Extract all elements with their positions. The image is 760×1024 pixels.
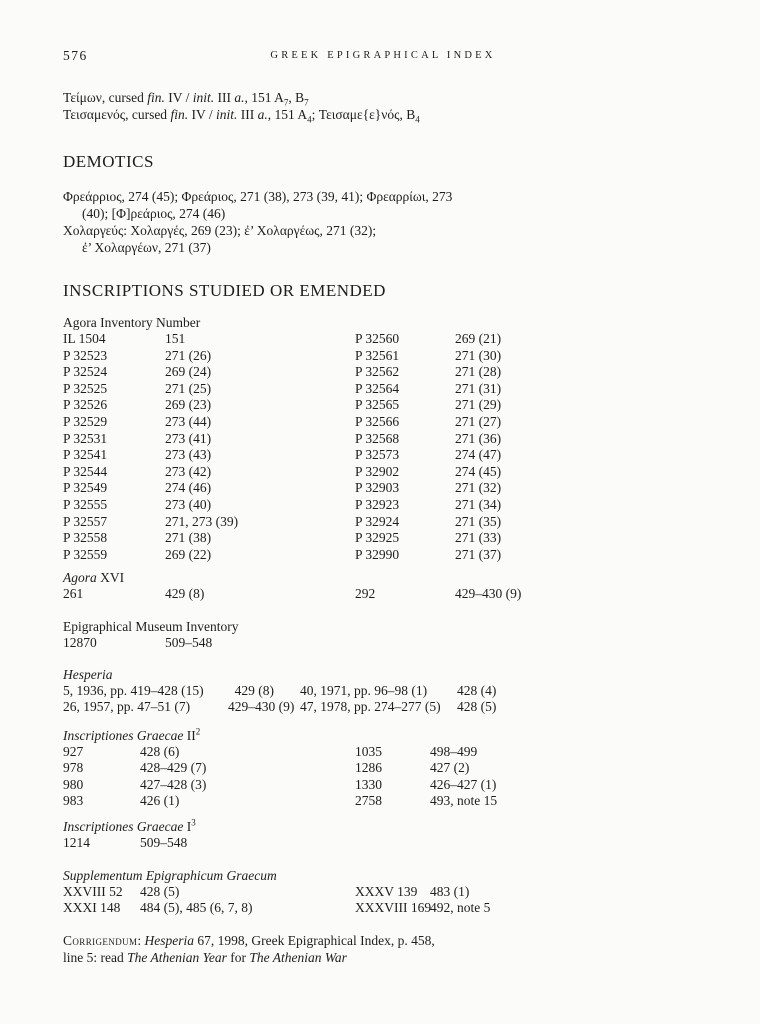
table-cell-r_ref: 498–499	[430, 743, 478, 759]
text-segment: III	[237, 107, 258, 122]
section-heading-demotics: DEMOTICS	[63, 152, 154, 171]
table-cell-l_id: P 32558	[63, 530, 108, 546]
table-cell-r_ref: 271 (29)	[455, 397, 502, 413]
subsection-title	[63, 666, 703, 683]
text-segment: Hesperia	[63, 666, 113, 682]
subsection-em-inventory	[63, 618, 703, 652]
table-cell-l_ref: 428–429 (7)	[140, 760, 207, 776]
table-cell-r_ref: 427 (2)	[430, 760, 470, 776]
table-cell-c2: 40, 1971, pp. 96–98 (1)	[300, 682, 428, 698]
text-segment: 7	[304, 97, 309, 108]
table-cell-r_id: P 32560	[355, 331, 400, 346]
text-segment: Τεισαμενός, cursed	[63, 107, 171, 122]
table-cell-r_id: XXXVIII 169	[355, 900, 432, 916]
text-segment: 2	[195, 726, 201, 737]
subsection-hesperia	[63, 666, 703, 716]
text-segment: :	[137, 932, 145, 948]
table-cell-r_ref: 271 (32)	[455, 480, 502, 496]
table-cell-l_ref: 428 (5)	[140, 883, 180, 899]
table-cell-r_id: P 32902	[355, 463, 400, 479]
em-inventory-table	[63, 635, 703, 652]
text-segment: 4	[415, 114, 420, 125]
hesperia-table	[63, 683, 703, 716]
subsection-title	[63, 727, 703, 744]
table-cell-l_id: P 32544	[63, 463, 108, 479]
table-cell-l_ref: 484 (5), 485 (6, 7, 8)	[140, 900, 253, 916]
lexicon-entry	[63, 89, 703, 106]
subsection-ig-i3	[63, 818, 703, 852]
subsection-title: Epigraphical Museum Inventory	[63, 618, 239, 634]
table-cell-r_id: P 32924	[355, 513, 400, 529]
page-number: 576	[63, 48, 88, 63]
table-cell-r_id: P 32568	[355, 430, 400, 446]
table-cell-l_id: 978	[63, 760, 84, 776]
table-cell-r_ref: 429–430 (9)	[455, 586, 522, 602]
table-cell-l_ref: 273 (42)	[165, 463, 212, 479]
text-segment: The Athenian War	[249, 949, 347, 965]
text-segment: I	[183, 819, 192, 835]
subsection-title: Agora Inventory Number	[63, 315, 201, 330]
table-cell-l_ref: 269 (23)	[165, 397, 212, 413]
table-cell-r_ref: 271 (31)	[455, 380, 502, 396]
table-cell-r_id: 292	[355, 586, 376, 602]
subsection-seg	[63, 867, 703, 917]
subsection-title	[63, 867, 703, 884]
table-cell-l_ref: 269 (22)	[165, 546, 212, 562]
text-segment: Τείμων, cursed	[63, 90, 148, 105]
table-cell-c2: 47, 1978, pp. 274–277 (5)	[300, 699, 441, 715]
table-cell-c3: 428 (4)	[457, 682, 497, 698]
table-cell-r_ref: 483 (1)	[430, 883, 470, 899]
table-cell-r_ref: 271 (28)	[455, 364, 502, 380]
table-cell-r_id: P 32564	[355, 380, 400, 396]
text-segment: , 151 A	[267, 107, 308, 122]
table-cell-c0: 5, 1936, pp. 419–428 (15)	[63, 682, 204, 698]
text-segment: fin.	[170, 107, 189, 122]
table-cell-r_id: P 32923	[355, 496, 400, 512]
table-cell-r_ref: 271 (36)	[455, 430, 502, 446]
table-cell-l_ref: 427–428 (3)	[140, 776, 207, 792]
text-segment: 4	[307, 114, 312, 125]
text-segment: , 151 A	[244, 90, 284, 105]
demotic-entry-line: Φρεάρριος, 274 (45); Φρεάριος, 271 (38), 273 (39, 41); Φρεαρρίωι, 273	[63, 189, 453, 204]
table-cell-r_id: P 32566	[355, 413, 400, 429]
table-cell-r_ref: 493, note 15	[430, 793, 498, 809]
table-cell-l_ref: 273 (44)	[165, 413, 212, 429]
table-cell-l_ref: 429 (8)	[165, 586, 205, 602]
table-cell-l_id: P 32541	[63, 447, 108, 463]
table-cell-r_id: 1035	[355, 743, 382, 759]
table-cell-r_id: 2758	[355, 793, 382, 809]
text-segment: Inscriptiones Graecae	[63, 727, 184, 743]
table-cell-c1: 429–430 (9)	[228, 699, 295, 715]
table-cell-r_ref: 269 (21)	[455, 331, 502, 346]
table-cell-r_id: P 32903	[355, 480, 400, 496]
table-cell-l_id: XXVIII 52	[63, 883, 123, 899]
table-cell-l_id: 12870	[63, 634, 97, 650]
text-segment: init.	[192, 90, 215, 105]
table-cell-r_id: P 32565	[355, 397, 400, 413]
table-cell-r_ref: 271 (35)	[455, 513, 502, 529]
text-segment: Supplementum Epigraphicum Graecum	[63, 867, 277, 883]
subsection-ig-ii2	[63, 727, 703, 810]
text-segment: fin.	[147, 90, 165, 105]
table-cell-l_id: 261	[63, 586, 84, 602]
text-segment: Corrigendum	[63, 932, 138, 948]
table-cell-r_ref: 274 (47)	[455, 447, 502, 463]
text-segment: init.	[215, 107, 238, 122]
table-cell-r_id: P 32990	[355, 546, 400, 562]
agora-xvi-table	[63, 586, 703, 603]
table-cell-l_ref: 271 (26)	[165, 347, 212, 363]
table-cell-r_id: P 32925	[355, 530, 400, 546]
table-cell-l_ref: 273 (43)	[165, 447, 212, 463]
text-segment: Agora	[63, 570, 97, 586]
text-segment: Hesperia	[144, 932, 195, 948]
corrigendum-line	[63, 932, 703, 949]
table-cell-l_id: 983	[63, 793, 84, 809]
table-cell-l_ref: 273 (41)	[165, 430, 212, 446]
lexicon-entry	[63, 106, 703, 123]
table-cell-l_id: P 32526	[63, 397, 108, 413]
table-cell-l_id: P 32557	[63, 513, 108, 529]
table-cell-r_ref: 271 (37)	[455, 546, 502, 562]
table-cell-r_ref: 426–427 (1)	[430, 776, 497, 792]
table-cell-l_id: P 32524	[63, 364, 108, 380]
table-cell-l_ref: 271 (25)	[165, 380, 212, 396]
text-segment: a.	[234, 90, 245, 105]
table-cell-l_ref: 151	[165, 331, 186, 346]
table-cell-l_id: P 32559	[63, 546, 108, 562]
table-cell-l_id: 980	[63, 776, 84, 792]
text-segment: 67, 1998, Greek Epigraphical Index, p. 458,	[194, 932, 435, 948]
table-cell-r_ref: 271 (33)	[455, 530, 502, 546]
corrigendum-note	[63, 932, 703, 966]
table-cell-l_id: P 32525	[63, 380, 108, 396]
table-cell-l_id: P 32555	[63, 496, 108, 512]
text-segment: XVI	[96, 570, 125, 586]
table-cell-l_id: 1214	[63, 835, 90, 851]
section-heading-inscriptions: INSCRIPTIONS STUDIED OR EMENDED	[63, 281, 386, 300]
demotic-entry-line: (40); [Φ]ρεάριος, 274 (46)	[82, 206, 226, 221]
demotic-entry-line: Χολαργεύς: Χολαργές, 269 (23); ἐ’ Χολαργέως, 271 (32);	[63, 223, 377, 238]
table-cell-r_ref: 274 (45)	[455, 463, 502, 479]
table-cell-l_ref: 271 (38)	[165, 530, 212, 546]
agora-inventory-table	[63, 331, 703, 563]
text-segment: IV /	[164, 90, 193, 105]
seg-table	[63, 884, 703, 917]
text-segment: a.	[257, 107, 268, 122]
lexicon-entries	[63, 89, 703, 123]
subsection-title	[63, 569, 703, 586]
table-cell-r_ref: 492, note 5	[430, 900, 491, 916]
table-cell-l_id: P 32523	[63, 347, 108, 363]
table-cell-l_ref: 509–548	[140, 835, 188, 851]
text-segment: III	[214, 90, 235, 105]
text-segment: The Athenian Year	[127, 949, 227, 965]
table-cell-c1: 429 (8)	[234, 682, 274, 698]
table-cell-l_id: 927	[63, 743, 84, 759]
text-segment: line 5: read	[63, 949, 128, 965]
text-segment: Inscriptiones Graecae	[63, 819, 184, 835]
table-cell-l_ref: 428 (6)	[140, 743, 180, 759]
table-cell-l_ref: 426 (1)	[140, 793, 180, 809]
demotics-entries	[63, 188, 703, 256]
table-cell-l_ref: 509–548	[165, 634, 213, 650]
table-cell-r_ref: 271 (30)	[455, 347, 502, 363]
page-header	[63, 48, 703, 65]
corrigendum-line	[63, 949, 703, 966]
table-cell-l_ref: 273 (40)	[165, 496, 212, 512]
table-cell-r_ref: 271 (27)	[455, 413, 502, 429]
text-segment: ; Τεισαμε{ε}νός, B	[311, 107, 416, 122]
table-cell-r_id: XXXV 139	[355, 883, 418, 899]
table-cell-l_ref: 269 (24)	[165, 364, 212, 380]
text-segment: II	[183, 727, 196, 743]
text-segment: , B	[288, 90, 305, 105]
text-segment: IV /	[188, 107, 216, 122]
table-cell-l_id: XXXI 148	[63, 900, 121, 916]
subsection-title	[63, 818, 703, 835]
running-header: GREEK EPIGRAPHICAL INDEX	[270, 50, 496, 61]
table-cell-l_ref: 274 (46)	[165, 480, 212, 496]
table-cell-l_id: P 32549	[63, 480, 108, 496]
table-cell-l_id: P 32531	[63, 430, 108, 446]
table-cell-l_id: IL 1504	[63, 331, 106, 346]
ig-i3-table	[63, 835, 703, 852]
text-segment: 7	[283, 97, 289, 108]
table-cell-l_ref: 271, 273 (39)	[165, 513, 239, 529]
ig-ii2-table	[63, 744, 703, 810]
table-cell-c3: 428 (5)	[457, 699, 497, 715]
table-cell-c0: 26, 1957, pp. 47–51 (7)	[63, 699, 191, 715]
table-cell-r_id: P 32573	[355, 447, 400, 463]
table-cell-r_id: P 32561	[355, 347, 400, 363]
text-segment: 3	[191, 817, 196, 828]
table-cell-r_id: 1286	[355, 760, 382, 776]
table-cell-l_id: P 32529	[63, 413, 108, 429]
table-cell-r_ref: 271 (34)	[455, 496, 502, 512]
table-cell-r_id: P 32562	[355, 364, 400, 380]
text-segment: for	[226, 949, 250, 965]
subsection-agora-xvi	[63, 569, 703, 603]
subsection-agora-inventory	[63, 314, 703, 563]
table-cell-r_id: 1330	[355, 776, 382, 792]
demotic-entry-line: ἐ’ Χολαργέων, 271 (37)	[82, 240, 211, 255]
